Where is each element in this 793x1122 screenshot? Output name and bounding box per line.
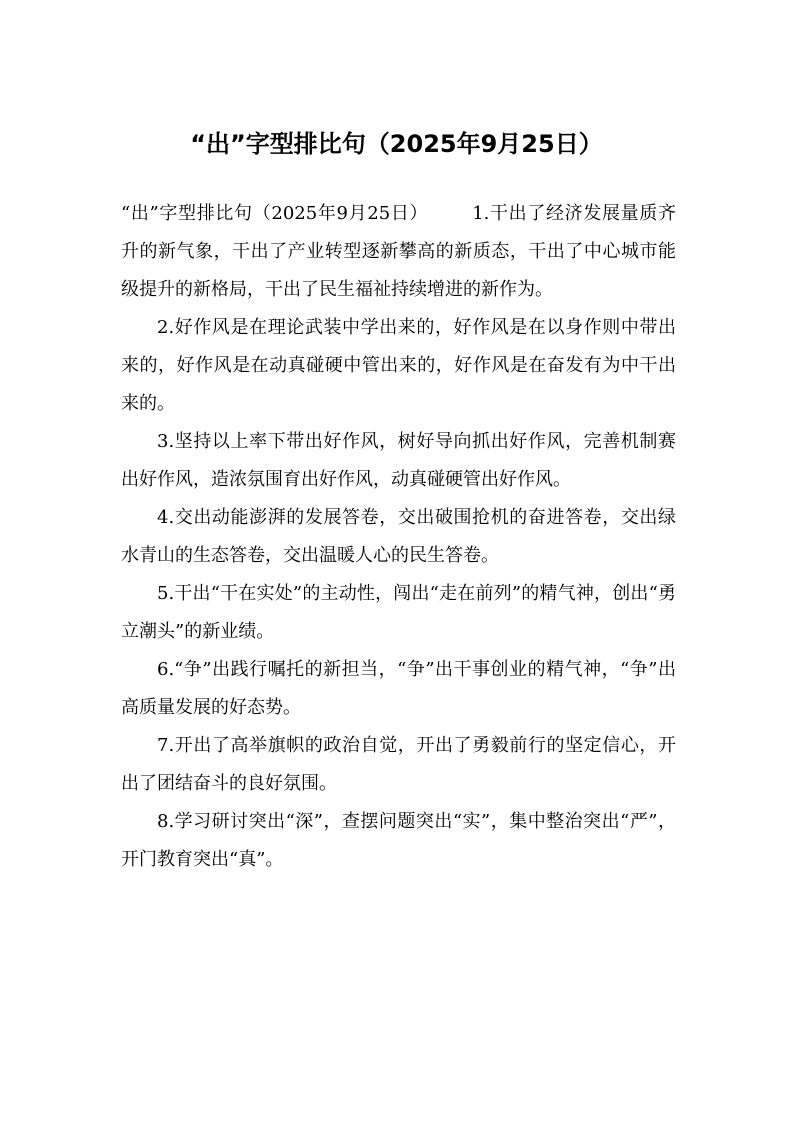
paragraph-6: 6.“争”出践行嘱托的新担当，“争”出干事创业的精气神，“争”出高质量发展的好态势。 [121, 659, 676, 718]
paragraph-text: 1.干出了经济发展量质齐升的新气象，干出了产业转型逐新攀高的新质态，干出了中心城市能级提升的新格局，干出了民生福祉持续增进的新作为。 [121, 203, 676, 300]
paragraph-7: 7.开出了高举旗帜的政治自觉，开出了勇毅前行的坚定信心，开出了团结奋斗的良好氛围。 [121, 735, 676, 794]
paragraph-1 [121, 195, 676, 309]
paragraph-4: 4.交出动能澎湃的发展答卷，交出破围抢机的奋进答卷，交出绿水青山的生态答卷，交出温暖人心的民生答卷。 [121, 507, 676, 566]
document-body [121, 195, 676, 879]
intro-label: “出”字型排比句（2025年9月25日） [121, 203, 429, 224]
paragraph-8: 8.学习研讨突出“深”，查摆问题突出“实”，集中整治突出“严”，开门教育突出“真”。 [121, 811, 676, 870]
paragraph-2: 2.好作风是在理论武装中学出来的，好作风是在以身作则中带出来的，好作风是在动真碰硬中管出来的，好作风是在奋发有为中干出来的。 [121, 317, 676, 414]
paragraph-3: 3.坚持以上率下带出好作风，树好导向抓出好作风，完善机制赛出好作风，造浓氛围育出好作风，动真碰硬管出好作风。 [121, 431, 676, 490]
document-title: “出”字型排比句（2025年9月25日） [190, 130, 603, 158]
paragraph-5: 5.干出“干在实处”的主动性，闯出“走在前列”的精气神，创出“勇立潮头”的新业绩。 [121, 583, 676, 642]
